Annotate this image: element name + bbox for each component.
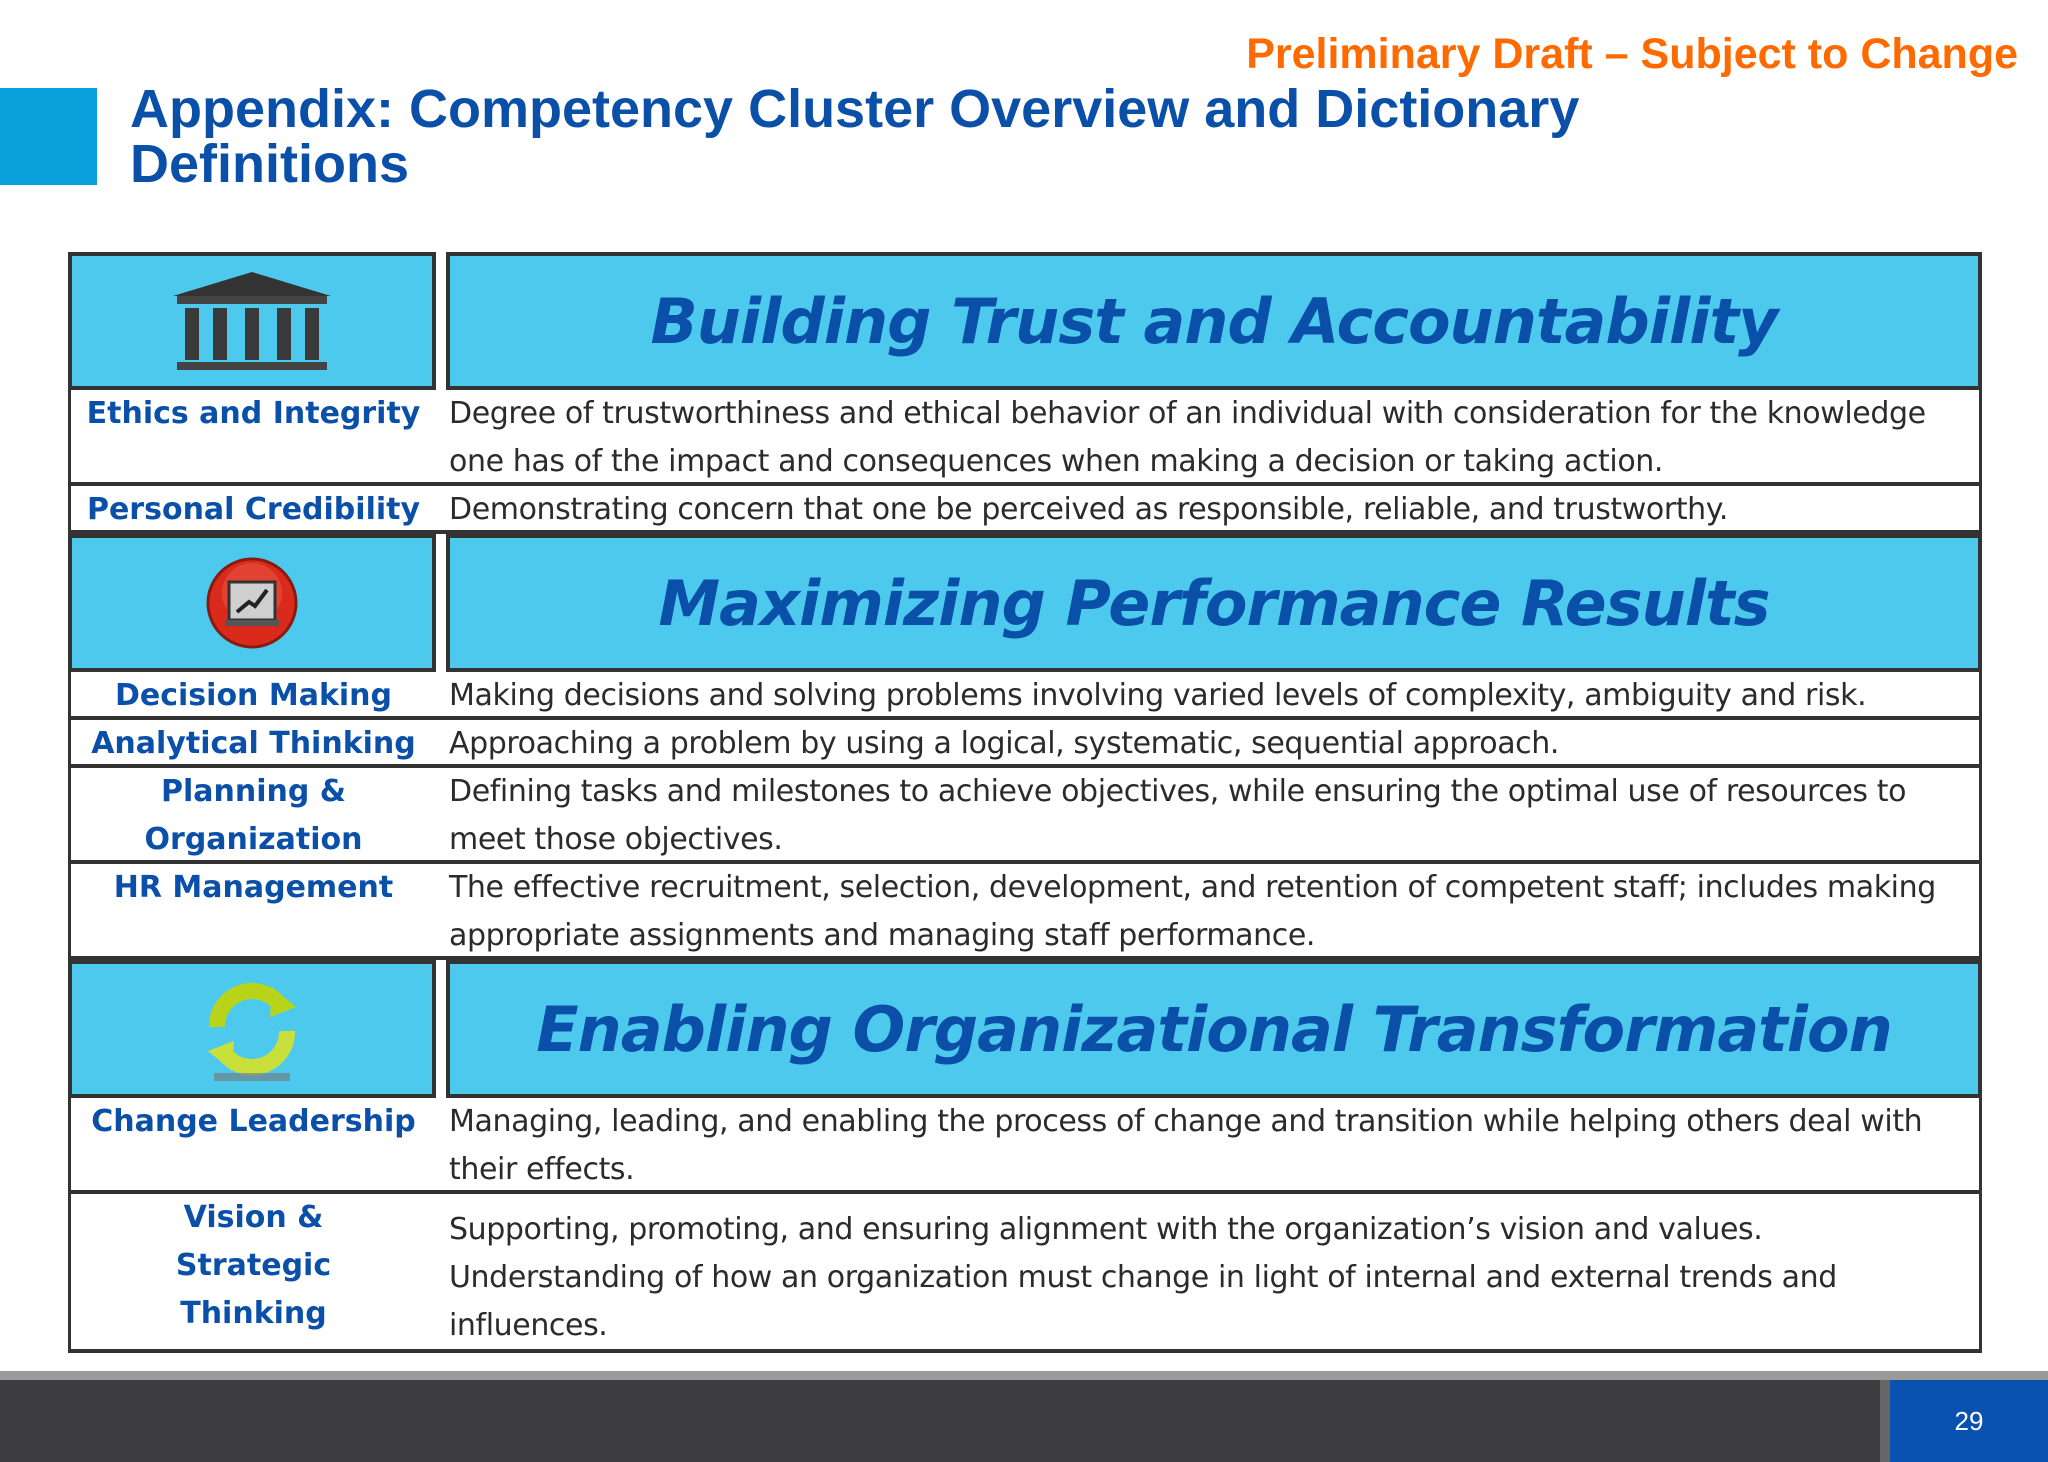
- cluster-title: Maximizing Performance Results: [658, 566, 1770, 640]
- competency-definition: The effective recruitment, selection, development, and retention of competent staff; includes making appropriate assignments and managing staff performance.: [449, 870, 1936, 953]
- competency-term: Ethics and Integrity: [86, 396, 421, 431]
- footer-strip: [0, 1371, 2048, 1380]
- refresh-cycle-icon: [192, 969, 312, 1089]
- performance-chart-icon: [197, 548, 307, 658]
- cluster-title: Building Trust and Accountability: [650, 284, 1778, 358]
- competency-term: Personal Credibility: [86, 492, 421, 527]
- table-row: [68, 768, 1982, 864]
- cluster-title-cell: [446, 252, 1982, 390]
- competency-definition: Defining tasks and milestones to achieve objectives, while ensuring the optimal use of resources to meet those objectives.: [449, 774, 1907, 857]
- cluster-title-cell: [446, 960, 1982, 1098]
- cluster-icon-cell: [68, 252, 436, 390]
- competency-definition: Demonstrating concern that one be perceived as responsible, reliable, and trustworthy.: [449, 492, 1729, 527]
- competency-definition: Supporting, promoting, and ensuring alignment with the organization’s vision and values. Understanding of how an organization must change in light of internal and external trends and influences.: [449, 1212, 1837, 1343]
- footer-bar: [0, 1380, 2048, 1462]
- table-row: [68, 390, 1982, 486]
- competency-definition: Approaching a problem by using a logical, systematic, sequential approach.: [449, 726, 1560, 761]
- cluster-header-performance: [68, 534, 1982, 672]
- footer-divider: [1880, 1380, 1890, 1462]
- competency-term: Vision & Strategic Thinking: [175, 1200, 332, 1331]
- table-row: [68, 720, 1982, 768]
- competency-definition: Making decisions and solving problems involving varied levels of complexity, ambiguity and risk.: [449, 678, 1867, 713]
- cluster-header-transformation: [68, 960, 1982, 1098]
- table-row: [68, 1194, 1982, 1353]
- competency-term: HR Management: [113, 870, 394, 905]
- pillars-icon: [167, 266, 337, 376]
- cluster-icon-cell: [68, 534, 436, 672]
- cluster-header-trust: [68, 252, 1982, 390]
- table-row: [68, 864, 1982, 960]
- page-number: 29: [1890, 1380, 2048, 1462]
- competency-term: Analytical Thinking: [91, 726, 416, 761]
- page-title: Appendix: Competency Cluster Overview and Dictionary Definitions: [130, 79, 1580, 194]
- competency-definition: Managing, leading, and enabling the process of change and transition while helping others deal with their effects.: [449, 1104, 1923, 1187]
- competency-definition: Degree of trustworthiness and ethical behavior of an individual with consideration for the knowledge one has of the impact and consequences when making a decision or taking action.: [449, 396, 1926, 479]
- table-row: [68, 1098, 1982, 1194]
- cluster-title: Enabling Organizational Transformation: [536, 992, 1892, 1066]
- competency-term: Decision Making: [114, 678, 393, 713]
- competency-table: [68, 252, 1982, 1353]
- draft-notice: Preliminary Draft – Subject to Change: [1246, 30, 2018, 78]
- title-accent-block: [0, 88, 97, 185]
- competency-term: Change Leadership: [91, 1104, 416, 1139]
- table-row: [68, 672, 1982, 720]
- competency-term: Planning & Organization: [144, 774, 363, 857]
- cluster-icon-cell: [68, 960, 436, 1098]
- cluster-title-cell: [446, 534, 1982, 672]
- table-row: [68, 486, 1982, 534]
